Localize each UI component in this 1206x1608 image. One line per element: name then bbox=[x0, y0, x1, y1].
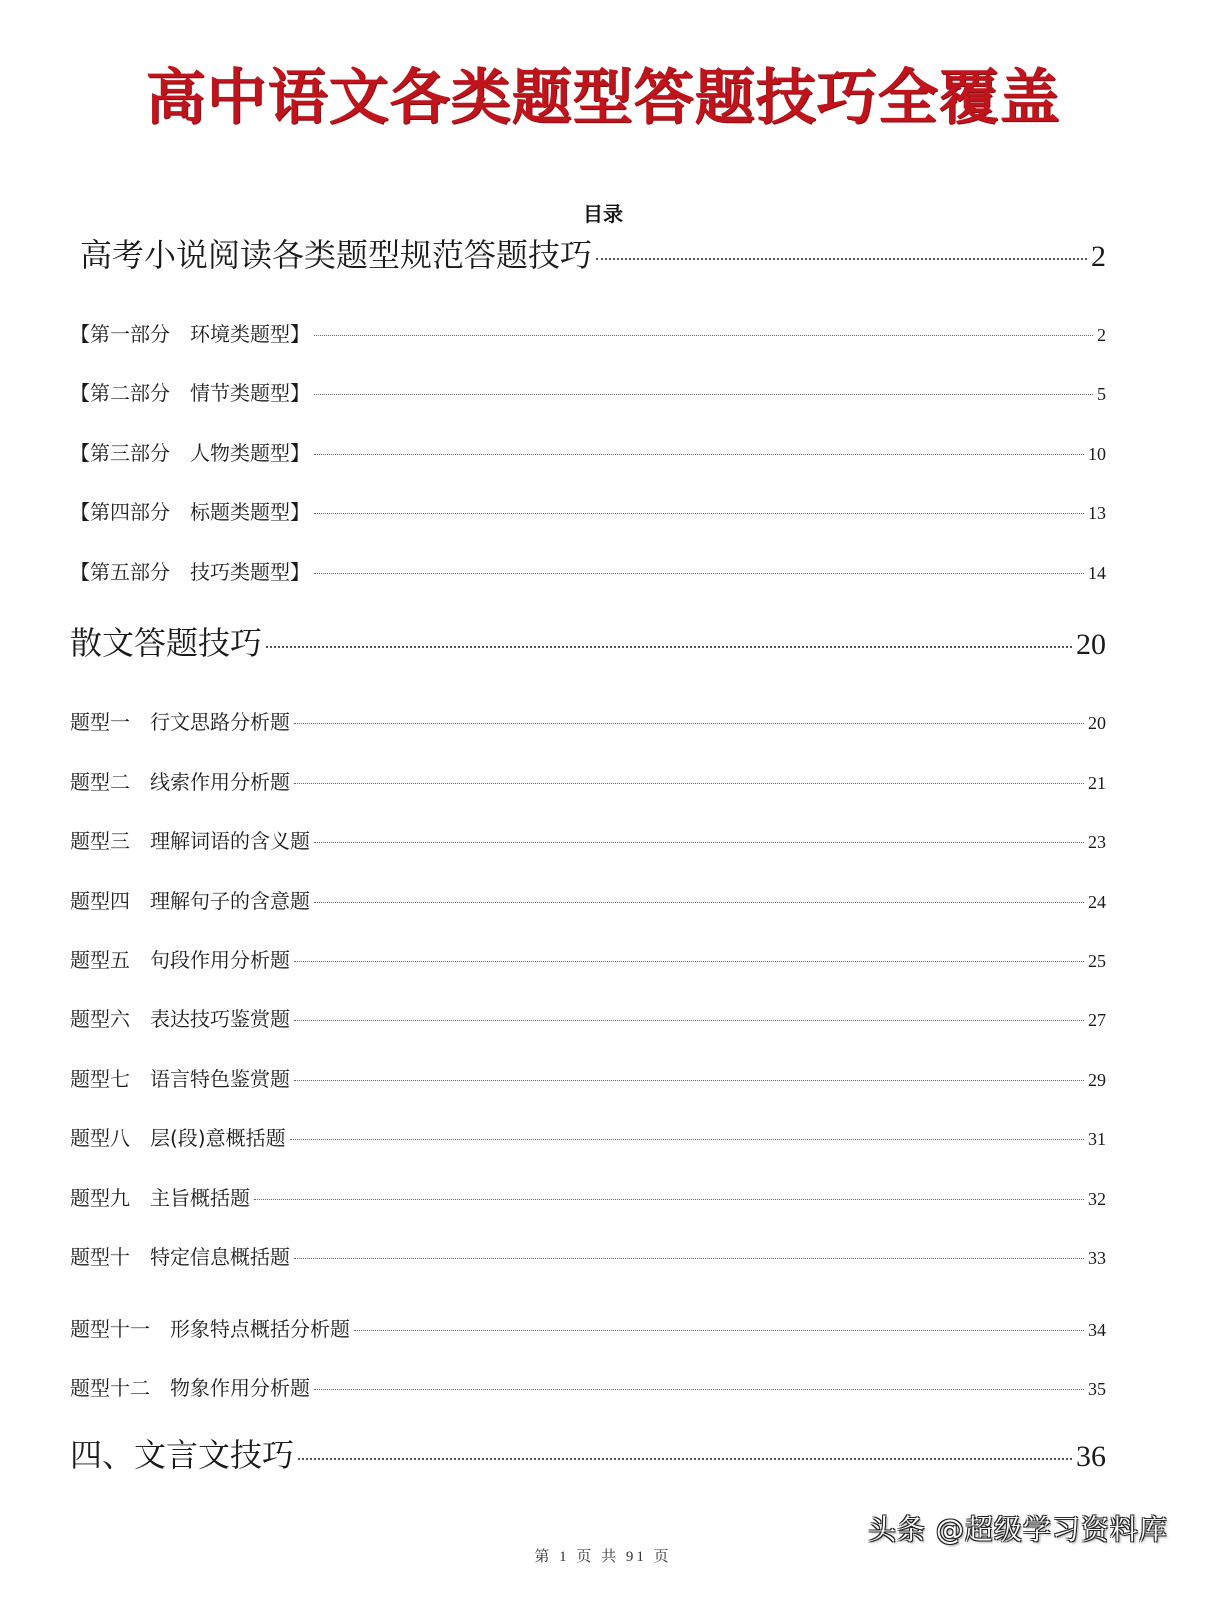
toc-entry-type-6[interactable] bbox=[70, 1003, 1106, 1032]
toc-entry-page: 5 bbox=[1097, 384, 1106, 404]
toc-entry-part-2[interactable] bbox=[70, 377, 1106, 406]
toc-entry-page: 32 bbox=[1088, 1189, 1106, 1209]
toc-entry-type-9[interactable] bbox=[70, 1182, 1106, 1211]
toc-entry-label: 题型四 理解句子的含意题 bbox=[70, 889, 310, 913]
dot-leader bbox=[314, 454, 1084, 455]
toc-entry-type-7[interactable] bbox=[70, 1063, 1106, 1092]
toc-entry-page: 23 bbox=[1088, 832, 1106, 852]
toc-entry-page: 10 bbox=[1088, 444, 1106, 464]
dot-leader bbox=[294, 783, 1084, 784]
toc-entry-page: 33 bbox=[1088, 1248, 1106, 1268]
toc-entry-label: 题型十一 形象特点概括分析题 bbox=[70, 1317, 350, 1341]
toc-entry-page: 35 bbox=[1088, 1379, 1106, 1399]
toc-entry-type-5[interactable] bbox=[70, 944, 1106, 973]
toc-entry-part-3[interactable] bbox=[70, 437, 1106, 466]
toc-entry-novel-reading[interactable] bbox=[80, 230, 1106, 276]
toc-entry-page: 20 bbox=[1088, 713, 1106, 733]
dot-leader bbox=[294, 961, 1084, 962]
dot-leader bbox=[254, 1199, 1084, 1200]
toc-entry-label: 【第三部分 人物类题型】 bbox=[70, 441, 310, 465]
dot-leader bbox=[354, 1330, 1084, 1331]
toc-entry-label: 【第二部分 情节类题型】 bbox=[70, 381, 310, 405]
toc-entry-label: 题型三 理解词语的含义题 bbox=[70, 829, 310, 853]
toc-entry-label: 散文答题技巧 bbox=[70, 624, 263, 662]
toc-entry-label: 【第五部分 技巧类题型】 bbox=[70, 560, 310, 584]
dot-leader bbox=[314, 842, 1084, 843]
toc-entry-page: 14 bbox=[1088, 563, 1106, 583]
toc-entry-type-4[interactable] bbox=[70, 885, 1106, 914]
dot-leader bbox=[314, 902, 1084, 903]
toc-entry-label: 【第四部分 标题类题型】 bbox=[70, 500, 310, 524]
toc-entry-page: 21 bbox=[1088, 773, 1106, 793]
toc-entry-label: 四、文言文技巧 bbox=[70, 1436, 295, 1474]
toc-entry-page: 36 bbox=[1076, 1440, 1106, 1473]
toc-entry-label: 题型八 层(段)意概括题 bbox=[70, 1126, 286, 1150]
document-title: 高中语文各类题型答题技巧全覆盖 bbox=[145, 63, 1061, 133]
toc-entry-label: 题型二 线索作用分析题 bbox=[70, 770, 290, 794]
dot-leader bbox=[290, 1139, 1084, 1140]
toc-entry-type-3[interactable] bbox=[70, 825, 1106, 854]
toc-entry-page: 31 bbox=[1088, 1129, 1106, 1149]
toc-entry-label: 题型十 特定信息概括题 bbox=[70, 1245, 290, 1269]
dot-leader bbox=[314, 1389, 1084, 1390]
toc-entry-prose[interactable] bbox=[70, 618, 1106, 664]
page-indicator: 第 1 页 共 91 页 bbox=[534, 1549, 672, 1565]
dot-leader bbox=[294, 1080, 1084, 1081]
dot-leader bbox=[314, 335, 1093, 336]
toc-entry-type-12[interactable] bbox=[70, 1372, 1106, 1401]
toc-entry-type-2[interactable] bbox=[70, 766, 1106, 795]
dot-leader bbox=[298, 1458, 1072, 1460]
toc-entry-page: 2 bbox=[1091, 240, 1106, 273]
toc-entry-page: 2 bbox=[1097, 325, 1106, 345]
dot-leader bbox=[294, 723, 1084, 724]
toc-entry-label: 高考小说阅读各类题型规范答题技巧 bbox=[80, 236, 593, 274]
toc-entry-page: 34 bbox=[1088, 1320, 1106, 1340]
toc-entry-label: 题型七 语言特色鉴赏题 bbox=[70, 1067, 290, 1091]
toc-entry-type-11[interactable] bbox=[70, 1313, 1106, 1342]
dot-leader bbox=[314, 573, 1084, 574]
toc-entry-part-5[interactable] bbox=[70, 556, 1106, 585]
toc-entry-page: 20 bbox=[1076, 628, 1106, 661]
toc-entry-classical-chinese[interactable] bbox=[70, 1430, 1106, 1476]
toc-entry-page: 29 bbox=[1088, 1070, 1106, 1090]
toc-entry-label: 题型一 行文思路分析题 bbox=[70, 710, 290, 734]
toc-entry-type-8[interactable] bbox=[70, 1122, 1106, 1151]
watermark: 头条 @超级学习资料库 bbox=[868, 1513, 1168, 1546]
toc-entry-label: 题型十二 物象作用分析题 bbox=[70, 1376, 310, 1400]
dot-leader bbox=[314, 513, 1084, 514]
dot-leader bbox=[266, 646, 1072, 648]
dot-leader bbox=[596, 258, 1087, 260]
toc-entry-label: 题型九 主旨概括题 bbox=[70, 1186, 250, 1210]
toc-entry-part-4[interactable] bbox=[70, 496, 1106, 525]
toc-entry-type-1[interactable] bbox=[70, 706, 1106, 735]
dot-leader bbox=[294, 1258, 1084, 1259]
dot-leader bbox=[294, 1020, 1084, 1021]
toc-entry-type-10[interactable] bbox=[70, 1241, 1106, 1270]
toc-entry-page: 27 bbox=[1088, 1010, 1106, 1030]
toc-entry-label: 题型六 表达技巧鉴赏题 bbox=[70, 1007, 290, 1031]
toc-entry-page: 25 bbox=[1088, 951, 1106, 971]
toc-entry-part-1[interactable] bbox=[70, 318, 1106, 347]
toc-heading: 目录 bbox=[583, 202, 623, 226]
toc-entry-page: 13 bbox=[1088, 503, 1106, 523]
toc-entry-label: 题型五 句段作用分析题 bbox=[70, 948, 290, 972]
toc-entry-label: 【第一部分 环境类题型】 bbox=[70, 322, 310, 346]
dot-leader bbox=[314, 394, 1093, 395]
toc-entry-page: 24 bbox=[1088, 892, 1106, 912]
